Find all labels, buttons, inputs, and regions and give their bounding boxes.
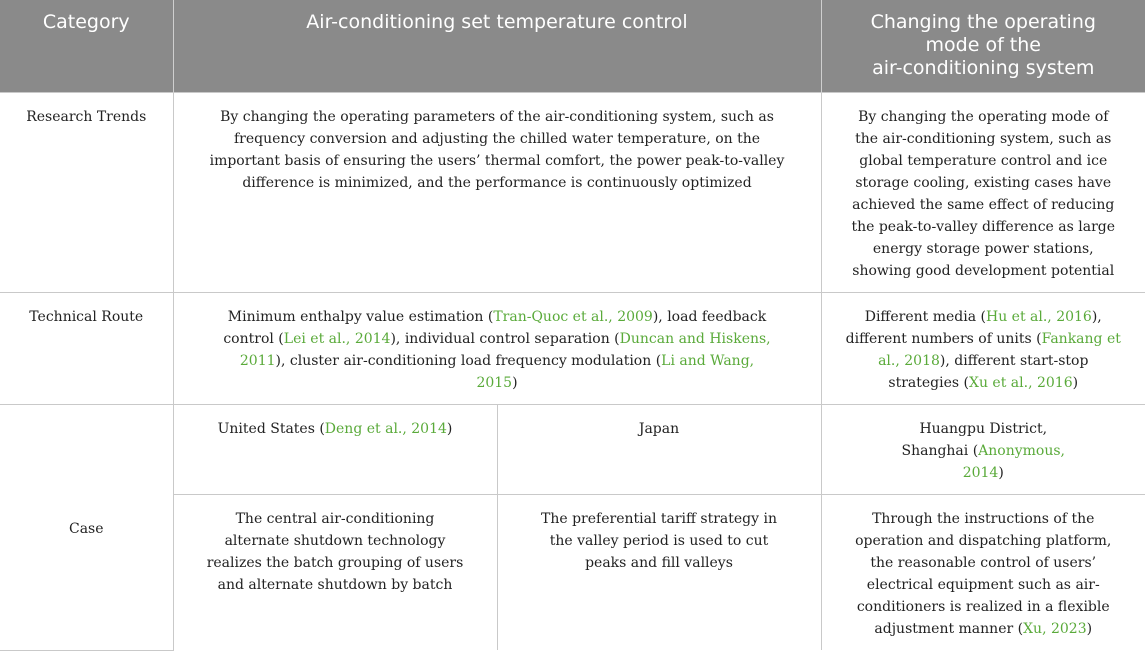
case-shanghai-text: Through the instructions of the operation and dispatching platform, the reasonable control of users’ electrical equipment such as air-conditioners is realized in a flexible adjustment manner (Xu, 2023) [821, 494, 1145, 650]
header-mode-change [821, 0, 1145, 92]
header-category: Category [0, 0, 173, 92]
header-mode-line1: Changing the operating [870, 11, 1096, 33]
case-shanghai-name: Huangpu District, Shanghai (Anonymous, 2014) [821, 404, 1145, 494]
header-temp-control: Air-conditioning set temperature control [173, 0, 821, 92]
technical-route-label: Technical Route [0, 292, 173, 404]
technical-temp-text: Minimum enthalpy value estimation (Tran-Quoc et al., 2009), load feedback control (Lei et al., 2014), individual control separation (Duncan and Hiskens, 2011), cluster air-conditioning load frequency modulation (Li and Wang, 2015) [173, 292, 821, 404]
citation-link[interactable]: Deng et al., 2014 [324, 420, 447, 437]
citation-link[interactable]: Li and Wang, 2015 [476, 352, 755, 391]
case-us-text: The central air-conditioning alternate shutdown technology realizes the batch grouping of users and alternate shutdown by batch [173, 494, 497, 650]
header-mode-line3: air-conditioning system [872, 57, 1095, 79]
research-mode-text: By changing the operating mode of the air-conditioning system, such as global temperature control and ice storage cooling, existing cases have achieved the same effect of reducing the peak-to-valley difference as large energy storage power stations, showing good development potential [821, 92, 1145, 292]
case-us-name: United States (Deng et al., 2014) [173, 404, 497, 494]
case-names-row [0, 404, 1145, 494]
header-row [0, 0, 1145, 92]
citation-link[interactable]: Lei et al., 2014 [283, 330, 391, 347]
citation-link[interactable]: Fankang et al., 2018 [878, 330, 1121, 369]
technical-route-row [0, 292, 1145, 404]
citation-link[interactable]: Tran-Quoc et al., 2009 [493, 308, 653, 325]
research-trends-label: Research Trends [0, 92, 173, 292]
header-mode-line2: mode of the [925, 34, 1041, 56]
research-trends-row [0, 92, 1145, 292]
case-label: Case [0, 404, 173, 650]
citation-link[interactable]: Xu et al., 2016 [969, 374, 1073, 391]
research-temp-text: By changing the operating parameters of the air-conditioning system, such as frequency conversion and adjusting the chilled water temperature, on the important basis of ensuring the users’ thermal comfort, the power peak-to-valley difference is minimized, and the performance is continuously optimized [173, 92, 821, 292]
citation-link[interactable]: Xu, 2023 [1023, 620, 1087, 637]
case-japan-text: The preferential tariff strategy in the valley period is used to cut peaks and fill valleys [497, 494, 821, 650]
citation-link[interactable]: Anonymous, 2014 [962, 442, 1066, 481]
citation-link[interactable]: Hu et al., 2016 [986, 308, 1092, 325]
technical-mode-text: Different media (Hu et al., 2016), different numbers of units (Fankang et al., 2018), different start-stop strategies (Xu et al., 2016) [821, 292, 1145, 404]
citation-link[interactable]: Duncan and Hiskens, 2011 [239, 330, 771, 369]
case-japan-name: Japan [497, 404, 821, 494]
